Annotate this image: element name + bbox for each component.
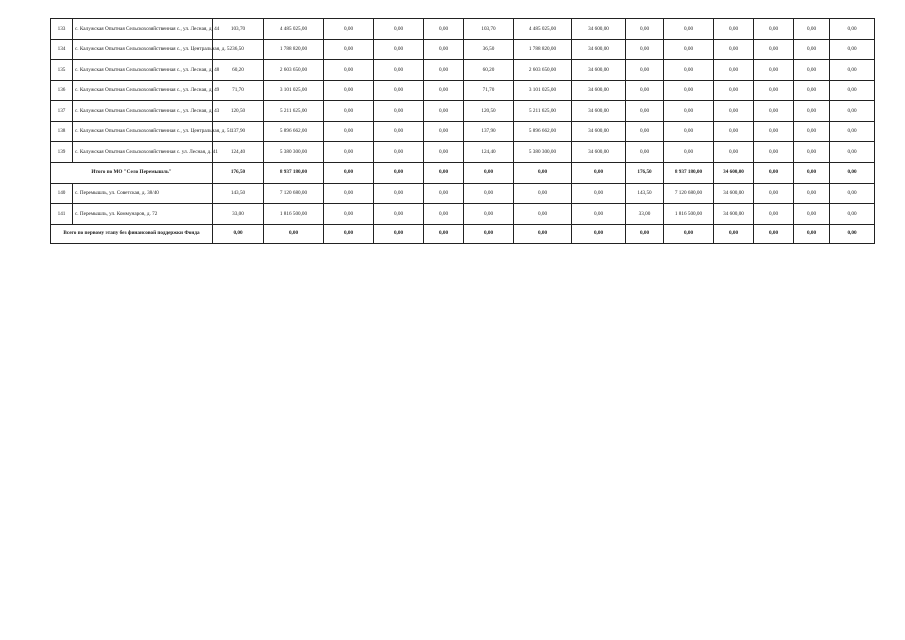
- value-cell: 0,00: [626, 39, 664, 60]
- value-cell: 0,00: [714, 121, 754, 142]
- value-cell: 7 120 680,00: [264, 183, 324, 204]
- row-number: 133: [51, 19, 73, 40]
- value-cell: 4 485 025,00: [264, 19, 324, 40]
- value-cell: 33,00: [213, 204, 264, 225]
- value-cell: 0,00: [830, 142, 875, 163]
- value-cell: 0,00: [374, 142, 424, 163]
- value-cell: 0,00: [572, 183, 626, 204]
- value-cell: 0,00: [830, 224, 875, 243]
- value-cell: 0,00: [374, 39, 424, 60]
- value-cell: 0,00: [830, 60, 875, 81]
- value-cell: 0,00: [754, 121, 794, 142]
- value-cell: 0,00: [664, 121, 714, 142]
- table-row: [51, 60, 875, 81]
- value-cell: 0,00: [830, 204, 875, 225]
- value-cell: 0,00: [324, 142, 374, 163]
- value-cell: 0,00: [374, 19, 424, 40]
- table-row: [51, 121, 875, 142]
- value-cell: 0,00: [626, 60, 664, 81]
- row-number: 139: [51, 142, 73, 163]
- value-cell: 124,40: [213, 142, 264, 163]
- value-cell: 0,00: [424, 80, 464, 101]
- value-cell: 0,00: [794, 224, 830, 243]
- value-cell: 0,00: [664, 224, 714, 243]
- value-cell: 0,00: [264, 224, 324, 243]
- value-cell: 0,00: [424, 183, 464, 204]
- value-cell: 0,00: [794, 101, 830, 122]
- value-cell: 0,00: [754, 183, 794, 204]
- value-cell: 0,00: [374, 204, 424, 225]
- value-cell: 143,50: [626, 183, 664, 204]
- value-cell: 0,00: [754, 162, 794, 183]
- value-cell: 0,00: [830, 183, 875, 204]
- value-cell: 0,00: [794, 142, 830, 163]
- value-cell: 0,00: [374, 121, 424, 142]
- table-row: [51, 183, 875, 204]
- value-cell: 0,00: [754, 101, 794, 122]
- address-cell: с. Калужская Опытная Сельскохозяйственная с., ул. Лесная, д. 44: [73, 19, 213, 40]
- value-cell: 1 788 820,00: [264, 39, 324, 60]
- value-cell: 5 380 300,00: [264, 142, 324, 163]
- value-cell: 0,00: [664, 19, 714, 40]
- value-cell: 34 600,00: [572, 19, 626, 40]
- value-cell: 5 380 300,00: [514, 142, 572, 163]
- value-cell: 1 816 500,00: [264, 204, 324, 225]
- value-cell: 71,70: [213, 80, 264, 101]
- value-cell: 0,00: [830, 39, 875, 60]
- value-cell: 0,00: [830, 80, 875, 101]
- value-cell: 176,50: [626, 162, 664, 183]
- value-cell: 34 600,00: [714, 183, 754, 204]
- value-cell: 0,00: [754, 224, 794, 243]
- value-cell: 60,20: [464, 60, 514, 81]
- value-cell: 0,00: [324, 39, 374, 60]
- value-cell: 0,00: [424, 224, 464, 243]
- value-cell: 0,00: [626, 19, 664, 40]
- value-cell: 0,00: [424, 162, 464, 183]
- value-cell: 0,00: [213, 224, 264, 243]
- value-cell: 8 937 180,00: [264, 162, 324, 183]
- value-cell: 0,00: [794, 162, 830, 183]
- address-cell: с. Калужская Опытная Сельскохозяйственная с., ул. Лесная, д. 48: [73, 60, 213, 81]
- address-cell: с. Калужская Опытная Сельскохозяйственная с., ул. Лесная, д. 43: [73, 101, 213, 122]
- value-cell: 137,90: [213, 121, 264, 142]
- value-cell: 0,00: [374, 101, 424, 122]
- value-cell: 34 600,00: [572, 80, 626, 101]
- value-cell: 4 485 025,00: [514, 19, 572, 40]
- table-row: [51, 142, 875, 163]
- value-cell: 5 896 662,00: [514, 121, 572, 142]
- address-cell: с. Калужская Опытная Сельскохозяйственная с. ул. Лесная, д. 41: [73, 142, 213, 163]
- value-cell: 0,00: [714, 80, 754, 101]
- value-cell: 0,00: [664, 80, 714, 101]
- value-cell: 0,00: [714, 39, 754, 60]
- value-cell: 0,00: [626, 121, 664, 142]
- total-row: [51, 162, 875, 183]
- value-cell: 33,00: [626, 204, 664, 225]
- value-cell: 0,00: [714, 101, 754, 122]
- value-cell: 3 101 025,00: [264, 80, 324, 101]
- value-cell: 120,50: [213, 101, 264, 122]
- row-number: 138: [51, 121, 73, 142]
- value-cell: 0,00: [324, 60, 374, 81]
- value-cell: 2 603 650,00: [514, 60, 572, 81]
- value-cell: 0,00: [424, 60, 464, 81]
- value-cell: 0,00: [714, 142, 754, 163]
- table-row: [51, 204, 875, 225]
- value-cell: 0,00: [626, 80, 664, 101]
- table-row: [51, 39, 875, 60]
- value-cell: 0,00: [514, 183, 572, 204]
- row-number: 135: [51, 60, 73, 81]
- value-cell: 34 600,00: [572, 39, 626, 60]
- value-cell: 1 816 500,00: [664, 204, 714, 225]
- table-row: [51, 19, 875, 40]
- value-cell: 0,00: [424, 19, 464, 40]
- value-cell: 34 600,00: [572, 121, 626, 142]
- value-cell: 0,00: [794, 80, 830, 101]
- value-cell: 5 211 625,00: [264, 101, 324, 122]
- value-cell: 0,00: [464, 183, 514, 204]
- value-cell: 0,00: [830, 121, 875, 142]
- value-cell: 0,00: [754, 39, 794, 60]
- value-cell: 120,50: [464, 101, 514, 122]
- value-cell: 34 600,00: [714, 162, 754, 183]
- value-cell: 0,00: [324, 121, 374, 142]
- value-cell: 0,00: [754, 19, 794, 40]
- value-cell: 0,00: [754, 80, 794, 101]
- total-label: Итого по МО "Село Перемышль": [51, 162, 213, 183]
- row-number: 136: [51, 80, 73, 101]
- row-number: 134: [51, 39, 73, 60]
- address-cell: с. Калужская Опытная Сельскохозяйственная с., ул. Центральная, д. 51: [73, 121, 213, 142]
- value-cell: 0,00: [324, 183, 374, 204]
- value-cell: 0,00: [714, 19, 754, 40]
- value-cell: 0,00: [514, 224, 572, 243]
- address-cell: с. Калужская Опытная Сельскохозяйственная с., ул. Лесная, д. 49: [73, 80, 213, 101]
- value-cell: 5 896 662,00: [264, 121, 324, 142]
- value-cell: 7 120 680,00: [664, 183, 714, 204]
- grand-total-row: [51, 224, 875, 243]
- value-cell: 0,00: [664, 142, 714, 163]
- value-cell: 0,00: [754, 142, 794, 163]
- value-cell: 0,00: [626, 101, 664, 122]
- value-cell: 0,00: [572, 162, 626, 183]
- value-cell: 0,00: [794, 183, 830, 204]
- value-cell: 103,70: [213, 19, 264, 40]
- value-cell: 1 788 820,00: [514, 39, 572, 60]
- value-cell: 34 600,00: [572, 142, 626, 163]
- value-cell: 0,00: [324, 224, 374, 243]
- value-cell: 36,50: [464, 39, 514, 60]
- value-cell: 34 600,00: [714, 204, 754, 225]
- address-cell: с. Калужская Опытная Сельскохозяйственная с., ул. Центральная, д. 52: [73, 39, 213, 60]
- value-cell: 0,00: [714, 60, 754, 81]
- value-cell: 0,00: [626, 224, 664, 243]
- table-row: [51, 80, 875, 101]
- row-number: 141: [51, 204, 73, 225]
- value-cell: 0,00: [794, 204, 830, 225]
- value-cell: 0,00: [374, 183, 424, 204]
- value-cell: 71,70: [464, 80, 514, 101]
- value-cell: 2 603 650,00: [264, 60, 324, 81]
- value-cell: 103,70: [464, 19, 514, 40]
- address-cell: с. Перемышль, ул. Коммунаров, д. 72: [73, 204, 213, 225]
- value-cell: 0,00: [424, 142, 464, 163]
- value-cell: 0,00: [324, 19, 374, 40]
- value-cell: 0,00: [374, 162, 424, 183]
- value-cell: 0,00: [664, 101, 714, 122]
- address-cell: с. Перемышль, ул. Советская, д. 38/40: [73, 183, 213, 204]
- value-cell: 0,00: [324, 80, 374, 101]
- value-cell: 0,00: [626, 142, 664, 163]
- value-cell: 0,00: [830, 101, 875, 122]
- value-cell: 0,00: [374, 224, 424, 243]
- value-cell: 60,20: [213, 60, 264, 81]
- value-cell: 0,00: [794, 60, 830, 81]
- value-cell: 34 600,00: [572, 101, 626, 122]
- value-cell: 0,00: [572, 204, 626, 225]
- value-cell: 0,00: [464, 224, 514, 243]
- value-cell: 3 101 025,00: [514, 80, 572, 101]
- value-cell: 137,90: [464, 121, 514, 142]
- value-cell: 124,40: [464, 142, 514, 163]
- value-cell: 0,00: [464, 204, 514, 225]
- value-cell: 0,00: [794, 39, 830, 60]
- row-number: 140: [51, 183, 73, 204]
- value-cell: 36,50: [213, 39, 264, 60]
- value-cell: 176,50: [213, 162, 264, 183]
- register-table: [50, 18, 875, 244]
- value-cell: 0,00: [714, 224, 754, 243]
- value-cell: 0,00: [514, 162, 572, 183]
- value-cell: 34 600,00: [572, 60, 626, 81]
- value-cell: 0,00: [424, 204, 464, 225]
- value-cell: 0,00: [374, 80, 424, 101]
- value-cell: 0,00: [424, 121, 464, 142]
- value-cell: 5 211 625,00: [514, 101, 572, 122]
- value-cell: 143,50: [213, 183, 264, 204]
- value-cell: 0,00: [324, 204, 374, 225]
- grand-total-label: Всего по первому этапу без финансовой поддержки Фонда: [51, 224, 213, 243]
- value-cell: 0,00: [514, 204, 572, 225]
- value-cell: 0,00: [664, 60, 714, 81]
- value-cell: 0,00: [754, 60, 794, 81]
- value-cell: 0,00: [374, 60, 424, 81]
- value-cell: 0,00: [794, 19, 830, 40]
- value-cell: 0,00: [754, 204, 794, 225]
- value-cell: 0,00: [794, 121, 830, 142]
- value-cell: 0,00: [424, 101, 464, 122]
- value-cell: 0,00: [830, 19, 875, 40]
- row-number: 137: [51, 101, 73, 122]
- table-row: [51, 101, 875, 122]
- value-cell: 0,00: [664, 39, 714, 60]
- value-cell: 0,00: [464, 162, 514, 183]
- value-cell: 8 937 180,00: [664, 162, 714, 183]
- value-cell: 0,00: [424, 39, 464, 60]
- value-cell: 0,00: [572, 224, 626, 243]
- value-cell: 0,00: [830, 162, 875, 183]
- value-cell: 0,00: [324, 162, 374, 183]
- value-cell: 0,00: [324, 101, 374, 122]
